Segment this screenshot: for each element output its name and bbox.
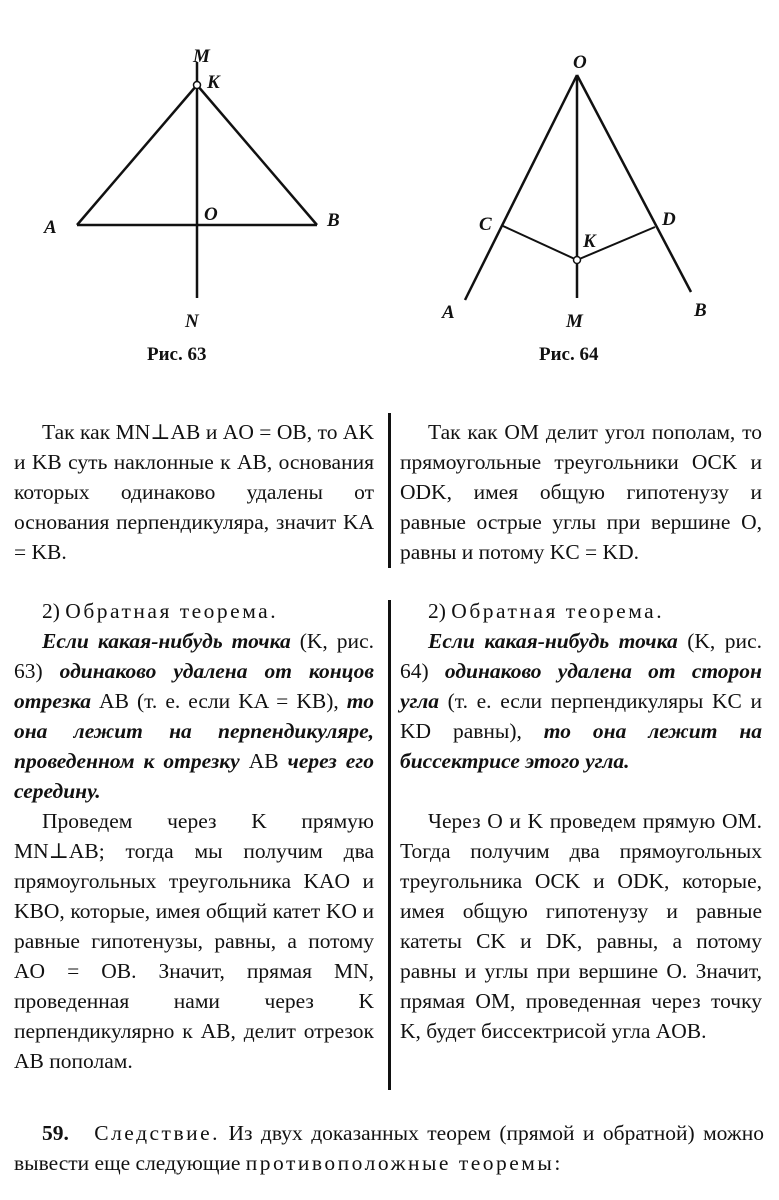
figure-64-caption: Рис. 64 <box>539 344 599 365</box>
label-B: B <box>694 300 707 321</box>
label-A: A <box>44 217 57 238</box>
point-K-marker <box>574 257 581 264</box>
label-O: O <box>573 52 587 73</box>
converse-statement-left <box>14 626 374 806</box>
label-N: N <box>185 311 199 330</box>
point-K-marker <box>194 82 201 89</box>
direct-proof-right <box>400 417 762 567</box>
statement-part-2: одинаково удалена от сторон угла <box>400 659 762 713</box>
column-divider-top <box>388 413 391 568</box>
converse-proof-left: Проведем через K прямую MN⊥AB; тогда мы получим два прямоугольных треугольника KAO и KBO, которые, имея общий катет KO и равные гипотенузы, равны, а потому AO = OB. Значит, прямая MN, проведенная нами через K перпендикулярно к AB, делит отрезок AB пополам. <box>14 809 374 1073</box>
label-D: D <box>662 209 676 230</box>
perpendicular-KC <box>503 226 577 260</box>
converse-theorem-right <box>400 596 762 1046</box>
section-text: Из двух доказанных теорем (прямой и обратной) можно вывести еще следующие <box>14 1121 765 1175</box>
statement-part-1: Если какая-нибудь точка <box>42 629 291 653</box>
statement-part-1: Если какая-нибудь точка <box>428 629 678 653</box>
converse-statement-right <box>400 626 762 776</box>
label-K: K <box>583 231 596 252</box>
statement-plain-2: AB (т. е. если KA = KB), <box>90 689 347 713</box>
label-C: C <box>479 214 492 235</box>
label-M: M <box>193 46 210 67</box>
section-label-2: противоположные теоремы: <box>245 1151 563 1175</box>
statement-plain-2: (т. е. если перпендикуляры KC и KD равны), <box>400 689 762 743</box>
ray-OA <box>465 75 577 300</box>
figure-64 <box>400 0 770 330</box>
column-divider-bottom <box>388 600 391 1090</box>
section-number: 59. <box>42 1121 69 1145</box>
section-59 <box>14 1118 764 1178</box>
direct-proof-right-text: Так как OM делит угол пополам, то прямоугольные треугольники OCK и ODK, имея общую гипотенузу и равные острые углы при вершине O, равны и потому KC = KD. <box>400 420 762 564</box>
statement-part-2: одинаково удалена от концов отрезка <box>14 659 374 713</box>
section-label: Следствие. <box>94 1121 221 1145</box>
figure-63-drawing <box>20 0 380 330</box>
statement-plain-1: (K, рис. 64) <box>400 629 762 683</box>
direct-proof-left <box>14 417 374 567</box>
label-B: B <box>327 210 340 231</box>
direct-proof-left-text: Так как MN⊥AB и AO = OB, то AK и KB суть наклонные к AB, основания которых одинаково удалены от основания перпендикуляра, значит KA = KB. <box>14 420 374 564</box>
converse-heading-number: 2) <box>42 599 66 623</box>
statement-plain-1: (K, рис. 63) <box>14 629 374 683</box>
figure-63 <box>20 0 380 330</box>
statement-part-3: то она лежит на биссектрисе этого угла. <box>400 719 763 773</box>
statement-part-4: через его середину. <box>14 749 374 803</box>
section-59-paragraph <box>14 1118 764 1178</box>
label-M: M <box>566 311 583 330</box>
label-O: O <box>204 204 218 225</box>
figure-64-drawing <box>400 0 770 330</box>
converse-heading-left <box>14 596 374 626</box>
figure-63-caption: Рис. 63 <box>147 344 207 365</box>
statement-part-3: то она лежит на перпендикуляре, проведенном к отрезку <box>14 689 374 773</box>
label-K: K <box>207 72 220 93</box>
converse-heading-number: 2) <box>428 599 452 623</box>
converse-proof-right: Через O и K проведем прямую OM. Тогда получим два прямоугольных треугольника OCK и ODK, которые, имея общую гипотенузу и равные катеты CK и DK, равны, а потому равны и углы при вершине O. Значит, прямая OM, проведенная через точку K, будет биссектрисой угла AOB. <box>400 809 762 1043</box>
label-A: A <box>442 302 455 323</box>
converse-theorem-left <box>14 596 374 1076</box>
segment-AK <box>77 85 197 225</box>
converse-heading-title: Обратная теорема. <box>65 599 279 623</box>
ray-OB <box>577 75 691 292</box>
statement-plain-3: AB <box>239 749 288 773</box>
converse-heading-right <box>400 596 762 626</box>
converse-heading-title: Обратная теорема. <box>451 599 665 623</box>
